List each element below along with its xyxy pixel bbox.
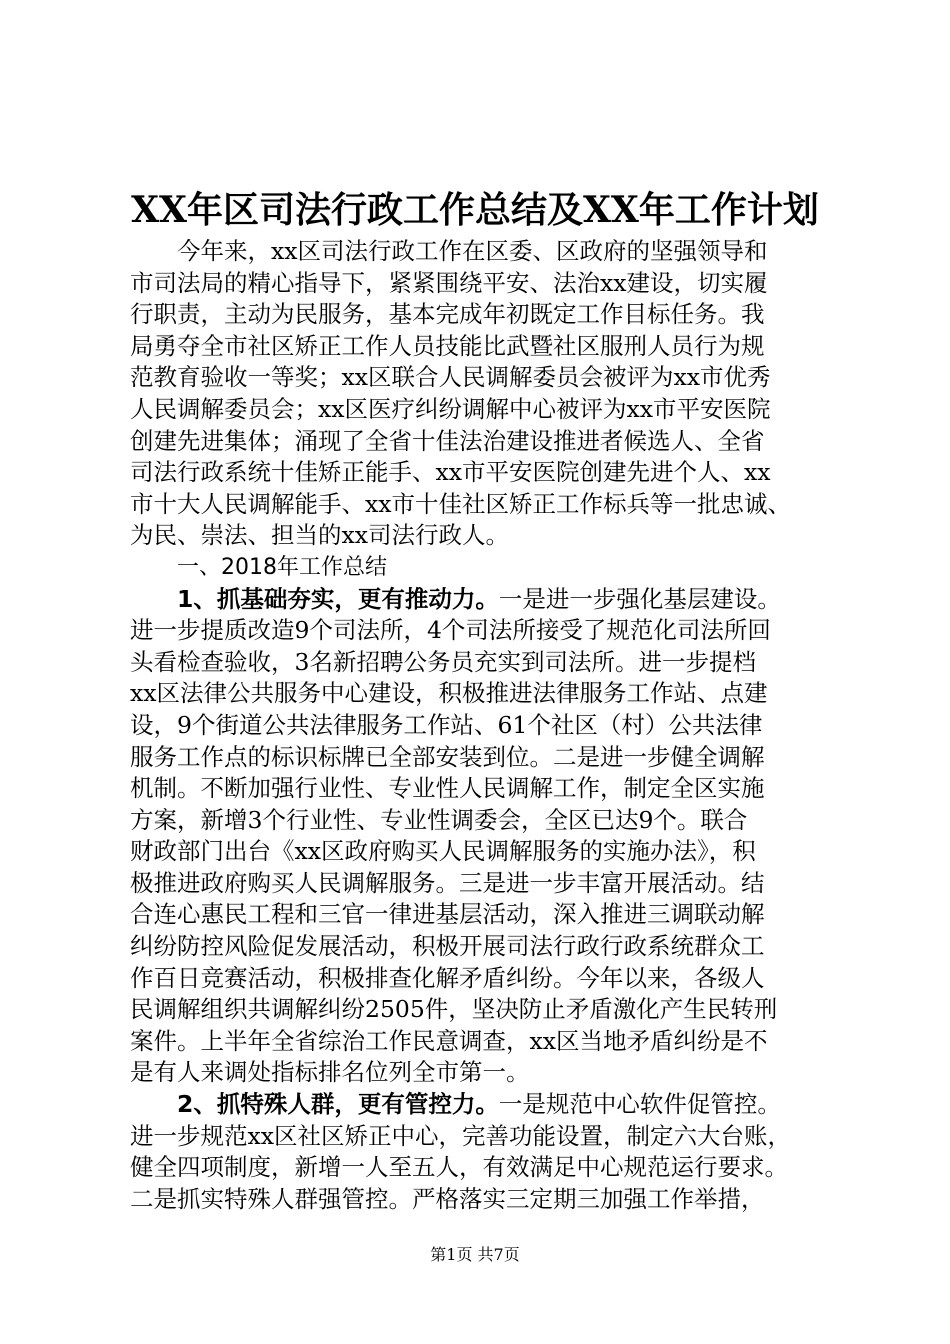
paragraph-line: 是有人来调处指标排名位列全市第一。 bbox=[130, 1058, 530, 1087]
paragraph-line: 机制。不断加强行业性、专业性人民调解工作，制定全区实施 bbox=[130, 774, 765, 803]
paragraph-line: 极推进政府购买人民调解服务。三是进一步丰富开展活动。结 bbox=[130, 868, 765, 897]
paragraph-line: 今年来，xx区司法行政工作在区委、区政府的坚强领导和 bbox=[177, 237, 768, 265]
paragraph-line: 二是抓实特殊人群强管控。严格落实三定期三加强工作举措， bbox=[130, 1184, 765, 1213]
paragraph-line: 市司法局的精心指导下，紧紧围绕平安、法治xx建设，切实履 bbox=[130, 268, 768, 297]
paragraph-line: 民调解组织共调解纠纷2505件，坚决防止矛盾激化产生民转刑 bbox=[130, 995, 778, 1024]
paragraph-line: 范教育验收一等奖；xx区联合人民调解委员会被评为xx市优秀 bbox=[130, 363, 771, 392]
paragraph-line: 方案，新增3个行业性、专业性调委会，全区已达9个。联合 bbox=[130, 805, 748, 834]
paragraph-line: 财政部门出台《xx区政府购买人民调解服务的实施办法》，积 bbox=[130, 837, 756, 866]
paragraph-line: 作百日竞赛活动，积极排查化解矛盾纠纷。今年以来，各级人 bbox=[130, 963, 765, 992]
paragraph-line: 司法行政系统十佳矫正能手、xx市平安医院创建先进个人、xx bbox=[130, 458, 771, 487]
paragraph-text: 一是进一步强化基层建设。 bbox=[498, 584, 781, 613]
paragraph-line: 行职责，主动为民服务，基本完成年初既定工作目标任务。我 bbox=[130, 300, 765, 329]
subsection-heading: 1、抓基础夯实，更有推动力。 bbox=[177, 584, 499, 613]
page-number: 第1页 共7页 bbox=[430, 1245, 520, 1264]
paragraph-line: 为民、崇法、担当的xx司法行政人。 bbox=[130, 521, 510, 550]
paragraph-line: 设，9个街道公共法律服务工作站、61个社区（村）公共法律 bbox=[130, 710, 763, 739]
document-title: XX年区司法行政工作总结及XX年工作计划 bbox=[131, 189, 819, 231]
paragraph-line: 案件。上半年全省综治工作民意调查，xx区当地矛盾纠纷是不 bbox=[130, 1026, 768, 1055]
paragraph-line: 进一步规范xx区社区矫正中心，完善功能设置，制定六大台账， bbox=[130, 1121, 792, 1150]
section-heading: 一、2018年工作总结 bbox=[177, 554, 387, 580]
paragraph-line: 市十大人民调解能手、xx市十佳社区矫正工作标兵等一批忠诚、 bbox=[130, 489, 792, 518]
paragraph-line: 健全四项制度，新增一人至五人，有效满足中心规范运行要求。 bbox=[130, 1153, 788, 1182]
subsection-heading: 2、抓特殊人群，更有管控力。 bbox=[177, 1090, 499, 1119]
paragraph-line: 服务工作点的标识标牌已全部安装到位。二是进一步健全调解 bbox=[130, 742, 765, 771]
paragraph-line: 人民调解委员会；xx区医疗纠纷调解中心被评为xx市平安医院 bbox=[130, 394, 771, 423]
paragraph-line: 创建先进集体；涌现了全省十佳法治建设推进者候选人、全省 bbox=[130, 426, 765, 455]
paragraph-line: 头看检查验收，3名新招聘公务员充实到司法所。进一步提档 bbox=[130, 647, 756, 676]
document-body bbox=[130, 236, 820, 1215]
paragraph-line bbox=[130, 584, 820, 616]
paragraph-line: 纠纷防控风险促发展活动，积极开展司法行政行政系统群众工 bbox=[130, 932, 765, 961]
paragraph-line: 进一步提质改造9个司法所，4个司法所接受了规范化司法所回 bbox=[130, 616, 771, 645]
paragraph-line: 合连心惠民工程和三官一律进基层活动，深入推进三调联动解 bbox=[130, 900, 765, 929]
paragraph-text: 一是规范中心软件促管控。 bbox=[498, 1090, 781, 1119]
paragraph-line: 局勇夺全市社区矫正工作人员技能比武暨社区服刑人员行为规 bbox=[130, 331, 765, 360]
paragraph-line: xx区法律公共服务中心建设，积极推进法律服务工作站、点建 bbox=[130, 679, 768, 708]
paragraph-line bbox=[130, 1089, 820, 1121]
